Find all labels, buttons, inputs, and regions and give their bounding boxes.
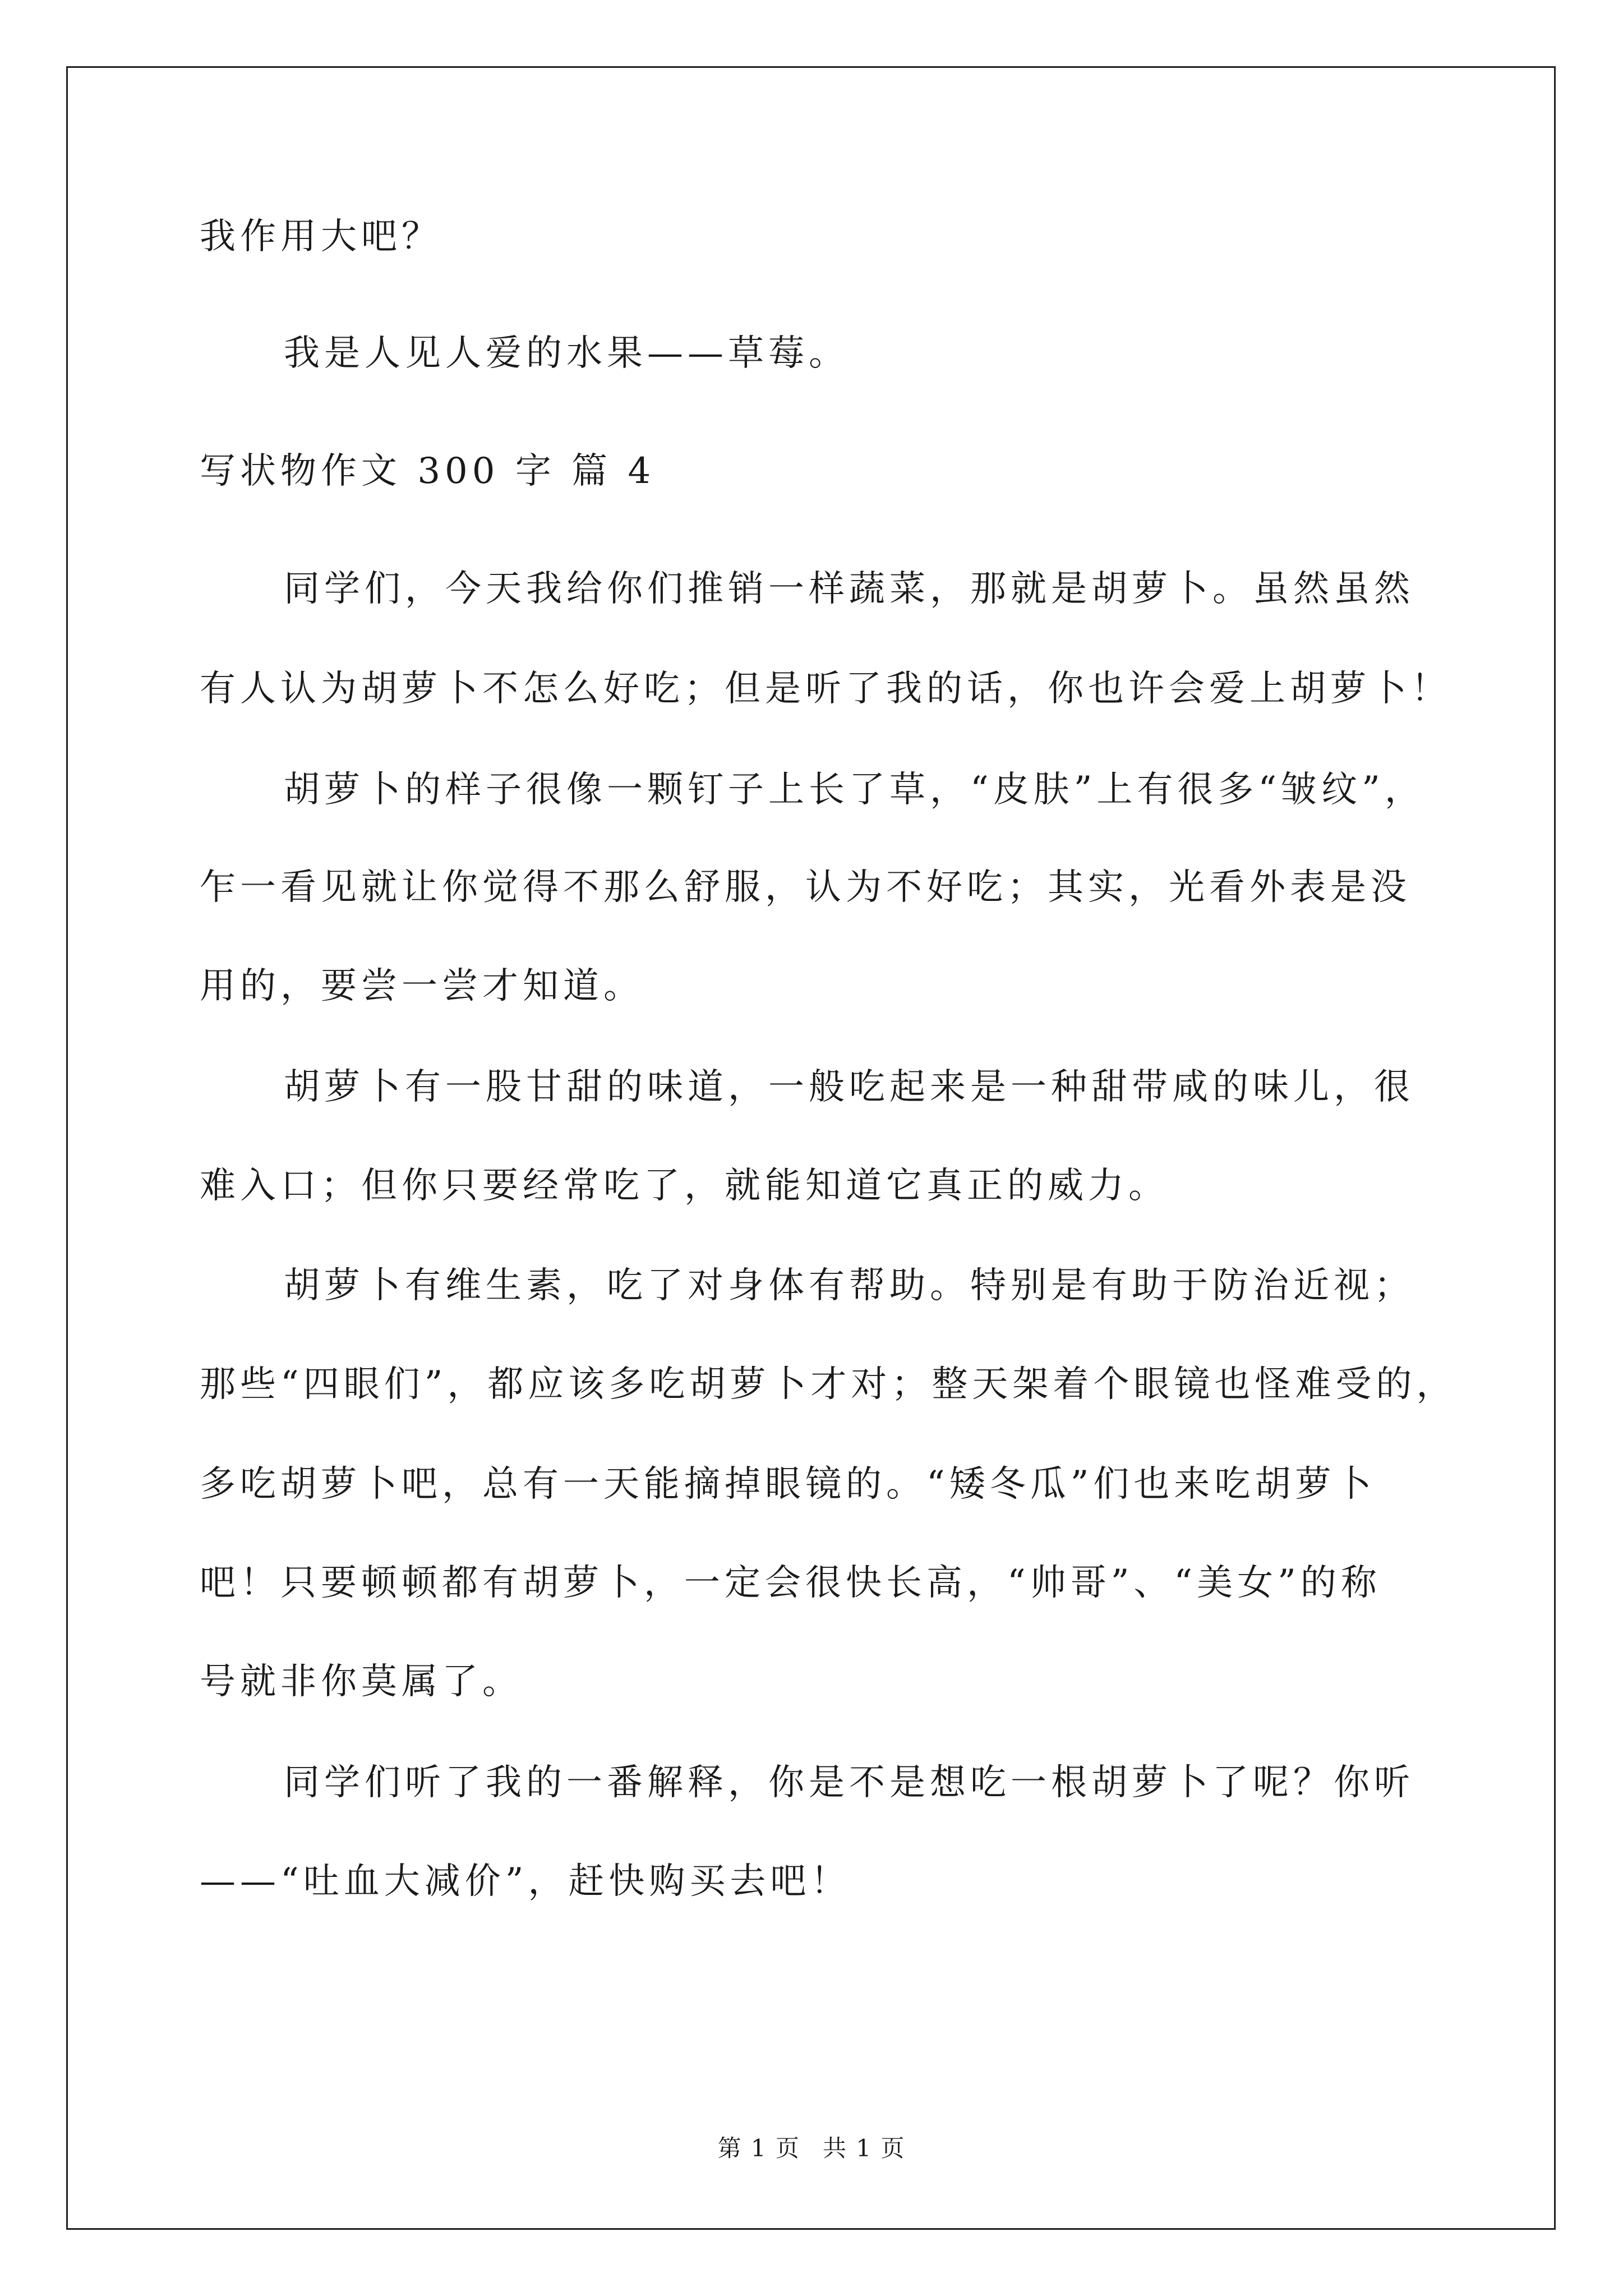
text-line: 有人认为胡萝卜不怎么好吃；但是听了我的话，你也许会爱上胡萝卜！ bbox=[200, 668, 1451, 710]
text-line: 号就非你莫属了。 bbox=[200, 1661, 523, 1703]
text-line: 胡萝卜有维生素，吃了对身体有帮助。特别是有助于防治近视； bbox=[284, 1265, 1414, 1306]
text-line: ——“吐血大减价”，赶快购买去吧！ bbox=[200, 1861, 851, 1902]
text-line: 乍一看见就让你觉得不那么舒服，认为不好吃；其实，光看外表是没 bbox=[200, 867, 1411, 908]
text-line: 吧！只要顿顿都有胡萝卜，一定会很快长高，“帅哥”、“美女”的称 bbox=[200, 1562, 1381, 1604]
text-line: 多吃胡萝卜吧，总有一天能摘掉眼镜的。“矮冬瓜”们也来吃胡萝卜 bbox=[200, 1464, 1376, 1505]
page-footer bbox=[0, 2134, 1623, 2162]
page-border bbox=[66, 66, 1556, 2230]
text-line: 同学们，今天我给你们推销一样蔬菜，那就是胡萝卜。虽然虽然 bbox=[284, 568, 1414, 610]
text-line: 胡萝卜有一股甘甜的味道，一般吃起来是一种甜带咸的味儿，很 bbox=[284, 1066, 1414, 1108]
text-line: 那些“四眼们”，都应该多吃胡萝卜才对；整天架着个眼镜也怪难受的， bbox=[200, 1364, 1457, 1405]
text-line: 我是人见人爱的水果——草莓。 bbox=[284, 333, 849, 374]
text-line: 用的，要尝一尝才知道。 bbox=[200, 965, 644, 1007]
text-line: 胡萝卜的样子很像一颗钉子上长了草，“皮肤”上有很多“皱纹”， bbox=[284, 769, 1425, 811]
page-total: 共 1 页 bbox=[823, 2134, 906, 2162]
section-heading: 写状物作文 300 字 篇 4 bbox=[200, 450, 656, 492]
text-line: 难入口；但你只要经常吃了，就能知道它真正的威力。 bbox=[200, 1165, 1169, 1207]
text-line: 我作用大吧？ bbox=[200, 216, 442, 257]
page-number: 第 1 页 bbox=[717, 2134, 800, 2162]
text-line: 同学们听了我的一番解释，你是不是想吃一根胡萝卜了呢？你听 bbox=[284, 1762, 1414, 1803]
